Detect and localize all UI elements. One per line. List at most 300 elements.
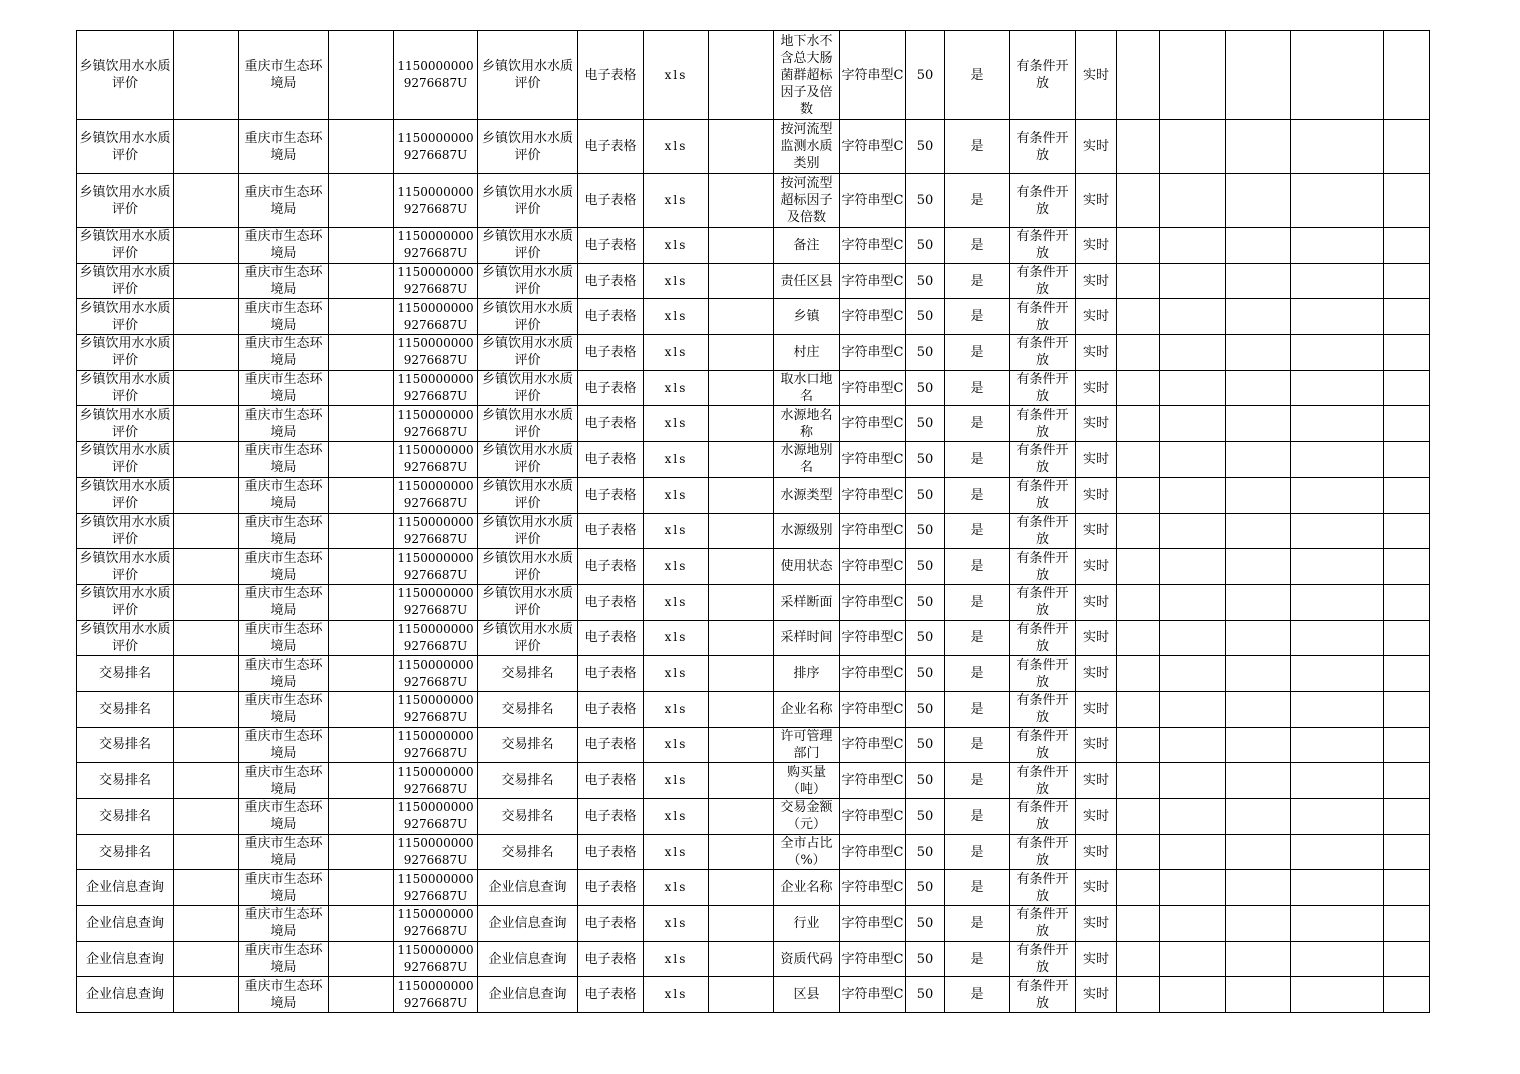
extension-cell: xls — [644, 174, 709, 228]
format-cell: 电子表格 — [578, 799, 644, 835]
empty-cell — [1291, 584, 1384, 620]
empty-cell — [1384, 120, 1430, 174]
required-cell: 是 — [945, 656, 1010, 692]
department-cell: 重庆市生态环境局 — [239, 870, 329, 906]
empty-cell — [1117, 763, 1160, 799]
empty-cell — [1384, 941, 1430, 977]
empty-cell — [1226, 584, 1291, 620]
update-frequency-cell: 实时 — [1076, 834, 1117, 870]
update-frequency-cell: 实时 — [1076, 263, 1117, 299]
table-row — [77, 799, 1430, 835]
empty-cell — [1226, 370, 1291, 406]
update-frequency-cell: 实时 — [1076, 799, 1117, 835]
extension-cell: xls — [644, 228, 709, 264]
empty-cell — [709, 263, 774, 299]
share-type-cell: 有条件开放 — [1010, 870, 1076, 906]
resource-name-cell: 企业信息查询 — [478, 977, 578, 1013]
org-code-cell: 11500000009276687U — [394, 174, 478, 228]
resource-name-cell: 交易排名 — [478, 727, 578, 763]
required-cell: 是 — [945, 834, 1010, 870]
empty-cell — [1117, 620, 1160, 656]
empty-cell — [1291, 620, 1384, 656]
empty-cell — [1160, 120, 1226, 174]
empty-cell — [709, 335, 774, 371]
empty-cell — [1117, 263, 1160, 299]
length-cell: 50 — [906, 406, 945, 442]
empty-cell — [1160, 174, 1226, 228]
update-frequency-cell: 实时 — [1076, 370, 1117, 406]
format-cell: 电子表格 — [578, 477, 644, 513]
empty-cell — [174, 691, 239, 727]
empty-cell — [1117, 906, 1160, 942]
update-frequency-cell: 实时 — [1076, 442, 1117, 478]
share-type-cell: 有条件开放 — [1010, 941, 1076, 977]
catalog-name-cell: 乡镇饮用水水质评价 — [77, 174, 174, 228]
extension-cell: xls — [644, 906, 709, 942]
catalog-name-cell: 交易排名 — [77, 656, 174, 692]
empty-cell — [329, 228, 394, 264]
table-row — [77, 120, 1430, 174]
table-row — [77, 228, 1430, 264]
empty-cell — [1291, 442, 1384, 478]
table-row — [77, 406, 1430, 442]
empty-cell — [1226, 977, 1291, 1013]
field-name-cell: 取水口地名 — [774, 370, 840, 406]
extension-cell: xls — [644, 263, 709, 299]
field-name-cell: 责任区县 — [774, 263, 840, 299]
empty-cell — [1291, 299, 1384, 335]
empty-cell — [1384, 620, 1430, 656]
empty-cell — [709, 584, 774, 620]
empty-cell — [1291, 120, 1384, 174]
department-cell: 重庆市生态环境局 — [239, 406, 329, 442]
catalog-name-cell: 乡镇饮用水水质评价 — [77, 228, 174, 264]
field-name-cell: 村庄 — [774, 335, 840, 371]
empty-cell — [174, 370, 239, 406]
extension-cell: xls — [644, 335, 709, 371]
format-cell: 电子表格 — [578, 406, 644, 442]
empty-cell — [709, 763, 774, 799]
empty-cell — [1160, 799, 1226, 835]
empty-cell — [1384, 870, 1430, 906]
catalog-name-cell: 乡镇饮用水水质评价 — [77, 620, 174, 656]
empty-cell — [329, 299, 394, 335]
extension-cell: xls — [644, 513, 709, 549]
data-type-cell: 字符串型C — [840, 174, 906, 228]
required-cell: 是 — [945, 513, 1010, 549]
empty-cell — [1117, 977, 1160, 1013]
share-type-cell: 有条件开放 — [1010, 763, 1076, 799]
empty-cell — [329, 513, 394, 549]
length-cell: 50 — [906, 299, 945, 335]
empty-cell — [174, 299, 239, 335]
empty-cell — [1117, 834, 1160, 870]
empty-cell — [1160, 941, 1226, 977]
empty-cell — [174, 584, 239, 620]
org-code-cell: 11500000009276687U — [394, 335, 478, 371]
field-name-cell: 按河流型超标因子及倍数 — [774, 174, 840, 228]
table-row — [77, 977, 1430, 1013]
update-frequency-cell: 实时 — [1076, 727, 1117, 763]
empty-cell — [1291, 656, 1384, 692]
catalog-name-cell: 乡镇饮用水水质评价 — [77, 31, 174, 120]
empty-cell — [1384, 477, 1430, 513]
empty-cell — [1226, 477, 1291, 513]
catalog-name-cell: 企业信息查询 — [77, 870, 174, 906]
table-row — [77, 584, 1430, 620]
data-type-cell: 字符串型C — [840, 906, 906, 942]
required-cell: 是 — [945, 941, 1010, 977]
length-cell: 50 — [906, 834, 945, 870]
length-cell: 50 — [906, 120, 945, 174]
resource-name-cell: 乡镇饮用水水质评价 — [478, 442, 578, 478]
empty-cell — [1226, 335, 1291, 371]
extension-cell: xls — [644, 656, 709, 692]
empty-cell — [709, 120, 774, 174]
catalog-name-cell: 企业信息查询 — [77, 906, 174, 942]
field-name-cell: 水源类型 — [774, 477, 840, 513]
length-cell: 50 — [906, 763, 945, 799]
length-cell: 50 — [906, 906, 945, 942]
empty-cell — [1291, 228, 1384, 264]
empty-cell — [1160, 727, 1226, 763]
empty-cell — [1160, 549, 1226, 585]
data-type-cell: 字符串型C — [840, 31, 906, 120]
resource-name-cell: 企业信息查询 — [478, 941, 578, 977]
empty-cell — [709, 370, 774, 406]
required-cell: 是 — [945, 870, 1010, 906]
empty-cell — [1384, 834, 1430, 870]
empty-cell — [1160, 656, 1226, 692]
format-cell: 电子表格 — [578, 263, 644, 299]
org-code-cell: 11500000009276687U — [394, 763, 478, 799]
empty-cell — [709, 870, 774, 906]
empty-cell — [1226, 174, 1291, 228]
share-type-cell: 有条件开放 — [1010, 620, 1076, 656]
department-cell: 重庆市生态环境局 — [239, 228, 329, 264]
update-frequency-cell: 实时 — [1076, 174, 1117, 228]
empty-cell — [174, 513, 239, 549]
empty-cell — [174, 763, 239, 799]
field-name-cell: 水源地名称 — [774, 406, 840, 442]
share-type-cell: 有条件开放 — [1010, 299, 1076, 335]
empty-cell — [1117, 299, 1160, 335]
empty-cell — [1160, 370, 1226, 406]
empty-cell — [1226, 406, 1291, 442]
share-type-cell: 有条件开放 — [1010, 263, 1076, 299]
department-cell: 重庆市生态环境局 — [239, 763, 329, 799]
length-cell: 50 — [906, 31, 945, 120]
empty-cell — [329, 941, 394, 977]
department-cell: 重庆市生态环境局 — [239, 906, 329, 942]
department-cell: 重庆市生态环境局 — [239, 299, 329, 335]
extension-cell: xls — [644, 870, 709, 906]
resource-name-cell: 交易排名 — [478, 656, 578, 692]
format-cell: 电子表格 — [578, 834, 644, 870]
data-type-cell: 字符串型C — [840, 941, 906, 977]
resource-name-cell: 乡镇饮用水水质评价 — [478, 299, 578, 335]
empty-cell — [1384, 263, 1430, 299]
update-frequency-cell: 实时 — [1076, 656, 1117, 692]
required-cell: 是 — [945, 406, 1010, 442]
org-code-cell: 11500000009276687U — [394, 370, 478, 406]
catalog-name-cell: 乡镇饮用水水质评价 — [77, 549, 174, 585]
data-type-cell: 字符串型C — [840, 263, 906, 299]
empty-cell — [174, 263, 239, 299]
required-cell: 是 — [945, 335, 1010, 371]
field-name-cell: 按河流型监测水质类别 — [774, 120, 840, 174]
catalog-name-cell: 乡镇饮用水水质评价 — [77, 263, 174, 299]
empty-cell — [1160, 31, 1226, 120]
department-cell: 重庆市生态环境局 — [239, 31, 329, 120]
format-cell: 电子表格 — [578, 370, 644, 406]
data-type-cell: 字符串型C — [840, 513, 906, 549]
department-cell: 重庆市生态环境局 — [239, 584, 329, 620]
org-code-cell: 11500000009276687U — [394, 477, 478, 513]
field-name-cell: 备注 — [774, 228, 840, 264]
empty-cell — [174, 977, 239, 1013]
format-cell: 电子表格 — [578, 906, 644, 942]
table-row — [77, 513, 1430, 549]
empty-cell — [1117, 870, 1160, 906]
empty-cell — [1226, 120, 1291, 174]
format-cell: 电子表格 — [578, 299, 644, 335]
field-name-cell: 采样时间 — [774, 620, 840, 656]
field-name-cell: 采样断面 — [774, 584, 840, 620]
length-cell: 50 — [906, 263, 945, 299]
empty-cell — [709, 620, 774, 656]
share-type-cell: 有条件开放 — [1010, 691, 1076, 727]
empty-cell — [1226, 442, 1291, 478]
resource-name-cell: 乡镇饮用水水质评价 — [478, 31, 578, 120]
data-type-cell: 字符串型C — [840, 763, 906, 799]
field-name-cell: 全市占比（%） — [774, 834, 840, 870]
format-cell: 电子表格 — [578, 31, 644, 120]
empty-cell — [174, 549, 239, 585]
format-cell: 电子表格 — [578, 656, 644, 692]
required-cell: 是 — [945, 584, 1010, 620]
extension-cell: xls — [644, 834, 709, 870]
required-cell: 是 — [945, 228, 1010, 264]
empty-cell — [1384, 31, 1430, 120]
department-cell: 重庆市生态环境局 — [239, 263, 329, 299]
empty-cell — [1160, 263, 1226, 299]
update-frequency-cell: 实时 — [1076, 477, 1117, 513]
data-type-cell: 字符串型C — [840, 977, 906, 1013]
org-code-cell: 11500000009276687U — [394, 727, 478, 763]
update-frequency-cell: 实时 — [1076, 299, 1117, 335]
empty-cell — [1160, 228, 1226, 264]
empty-cell — [174, 656, 239, 692]
table-row — [77, 763, 1430, 799]
extension-cell: xls — [644, 727, 709, 763]
empty-cell — [329, 406, 394, 442]
empty-cell — [1226, 870, 1291, 906]
empty-cell — [1160, 834, 1226, 870]
length-cell: 50 — [906, 513, 945, 549]
resource-name-cell: 交易排名 — [478, 763, 578, 799]
format-cell: 电子表格 — [578, 228, 644, 264]
extension-cell: xls — [644, 406, 709, 442]
catalog-name-cell: 乡镇饮用水水质评价 — [77, 370, 174, 406]
org-code-cell: 11500000009276687U — [394, 299, 478, 335]
table-row — [77, 549, 1430, 585]
length-cell: 50 — [906, 870, 945, 906]
department-cell: 重庆市生态环境局 — [239, 799, 329, 835]
data-type-cell: 字符串型C — [840, 228, 906, 264]
data-type-cell: 字符串型C — [840, 406, 906, 442]
table-row — [77, 370, 1430, 406]
empty-cell — [709, 513, 774, 549]
resource-name-cell: 交易排名 — [478, 691, 578, 727]
empty-cell — [1226, 31, 1291, 120]
empty-cell — [1117, 120, 1160, 174]
department-cell: 重庆市生态环境局 — [239, 549, 329, 585]
catalog-name-cell: 交易排名 — [77, 691, 174, 727]
data-type-cell: 字符串型C — [840, 299, 906, 335]
empty-cell — [1291, 727, 1384, 763]
share-type-cell: 有条件开放 — [1010, 584, 1076, 620]
data-type-cell: 字符串型C — [840, 584, 906, 620]
empty-cell — [1226, 941, 1291, 977]
extension-cell: xls — [644, 31, 709, 120]
data-type-cell: 字符串型C — [840, 691, 906, 727]
length-cell: 50 — [906, 549, 945, 585]
empty-cell — [1291, 977, 1384, 1013]
empty-cell — [709, 299, 774, 335]
required-cell: 是 — [945, 691, 1010, 727]
extension-cell: xls — [644, 691, 709, 727]
empty-cell — [1226, 263, 1291, 299]
empty-cell — [1226, 763, 1291, 799]
empty-cell — [329, 763, 394, 799]
table-row — [77, 620, 1430, 656]
resource-name-cell: 交易排名 — [478, 834, 578, 870]
empty-cell — [1384, 174, 1430, 228]
required-cell: 是 — [945, 799, 1010, 835]
format-cell: 电子表格 — [578, 941, 644, 977]
data-type-cell: 字符串型C — [840, 335, 906, 371]
empty-cell — [329, 584, 394, 620]
empty-cell — [709, 691, 774, 727]
empty-cell — [1160, 513, 1226, 549]
extension-cell: xls — [644, 977, 709, 1013]
table-row — [77, 335, 1430, 371]
empty-cell — [1117, 442, 1160, 478]
required-cell: 是 — [945, 120, 1010, 174]
required-cell: 是 — [945, 442, 1010, 478]
resource-name-cell: 乡镇饮用水水质评价 — [478, 406, 578, 442]
empty-cell — [329, 727, 394, 763]
empty-cell — [1160, 335, 1226, 371]
empty-cell — [1160, 870, 1226, 906]
update-frequency-cell: 实时 — [1076, 620, 1117, 656]
empty-cell — [1226, 691, 1291, 727]
field-name-cell: 购买量（吨） — [774, 763, 840, 799]
empty-cell — [1226, 656, 1291, 692]
department-cell: 重庆市生态环境局 — [239, 477, 329, 513]
data-type-cell: 字符串型C — [840, 120, 906, 174]
org-code-cell: 11500000009276687U — [394, 228, 478, 264]
share-type-cell: 有条件开放 — [1010, 370, 1076, 406]
share-type-cell: 有条件开放 — [1010, 799, 1076, 835]
field-name-cell: 行业 — [774, 906, 840, 942]
empty-cell — [329, 691, 394, 727]
required-cell: 是 — [945, 263, 1010, 299]
data-type-cell: 字符串型C — [840, 870, 906, 906]
empty-cell — [329, 442, 394, 478]
empty-cell — [329, 335, 394, 371]
required-cell: 是 — [945, 370, 1010, 406]
empty-cell — [329, 31, 394, 120]
catalog-name-cell: 乡镇饮用水水质评价 — [77, 299, 174, 335]
department-cell: 重庆市生态环境局 — [239, 620, 329, 656]
empty-cell — [709, 656, 774, 692]
share-type-cell: 有条件开放 — [1010, 406, 1076, 442]
extension-cell: xls — [644, 941, 709, 977]
org-code-cell: 11500000009276687U — [394, 906, 478, 942]
empty-cell — [174, 477, 239, 513]
empty-cell — [1384, 406, 1430, 442]
resource-name-cell: 乡镇饮用水水质评价 — [478, 120, 578, 174]
empty-cell — [1226, 228, 1291, 264]
catalog-name-cell: 乡镇饮用水水质评价 — [77, 442, 174, 478]
empty-cell — [1384, 513, 1430, 549]
format-cell: 电子表格 — [578, 174, 644, 228]
format-cell: 电子表格 — [578, 584, 644, 620]
empty-cell — [1384, 691, 1430, 727]
empty-cell — [709, 174, 774, 228]
share-type-cell: 有条件开放 — [1010, 120, 1076, 174]
empty-cell — [1384, 549, 1430, 585]
empty-cell — [1117, 799, 1160, 835]
table-row — [77, 834, 1430, 870]
empty-cell — [174, 406, 239, 442]
empty-cell — [174, 120, 239, 174]
table-row — [77, 263, 1430, 299]
empty-cell — [1384, 299, 1430, 335]
table-row — [77, 691, 1430, 727]
org-code-cell: 11500000009276687U — [394, 31, 478, 120]
org-code-cell: 11500000009276687U — [394, 513, 478, 549]
empty-cell — [1226, 549, 1291, 585]
empty-cell — [329, 799, 394, 835]
update-frequency-cell: 实时 — [1076, 584, 1117, 620]
empty-cell — [1384, 763, 1430, 799]
share-type-cell: 有条件开放 — [1010, 228, 1076, 264]
empty-cell — [1291, 477, 1384, 513]
empty-cell — [709, 549, 774, 585]
field-name-cell: 使用状态 — [774, 549, 840, 585]
org-code-cell: 11500000009276687U — [394, 870, 478, 906]
field-name-cell: 企业名称 — [774, 870, 840, 906]
empty-cell — [1160, 620, 1226, 656]
empty-cell — [1384, 584, 1430, 620]
update-frequency-cell: 实时 — [1076, 941, 1117, 977]
empty-cell — [709, 977, 774, 1013]
resource-name-cell: 乡镇饮用水水质评价 — [478, 263, 578, 299]
data-type-cell: 字符串型C — [840, 549, 906, 585]
org-code-cell: 11500000009276687U — [394, 120, 478, 174]
empty-cell — [174, 941, 239, 977]
org-code-cell: 11500000009276687U — [394, 656, 478, 692]
catalog-name-cell: 乡镇饮用水水质评价 — [77, 513, 174, 549]
empty-cell — [1291, 834, 1384, 870]
department-cell: 重庆市生态环境局 — [239, 834, 329, 870]
department-cell: 重庆市生态环境局 — [239, 656, 329, 692]
length-cell: 50 — [906, 442, 945, 478]
field-name-cell: 排序 — [774, 656, 840, 692]
